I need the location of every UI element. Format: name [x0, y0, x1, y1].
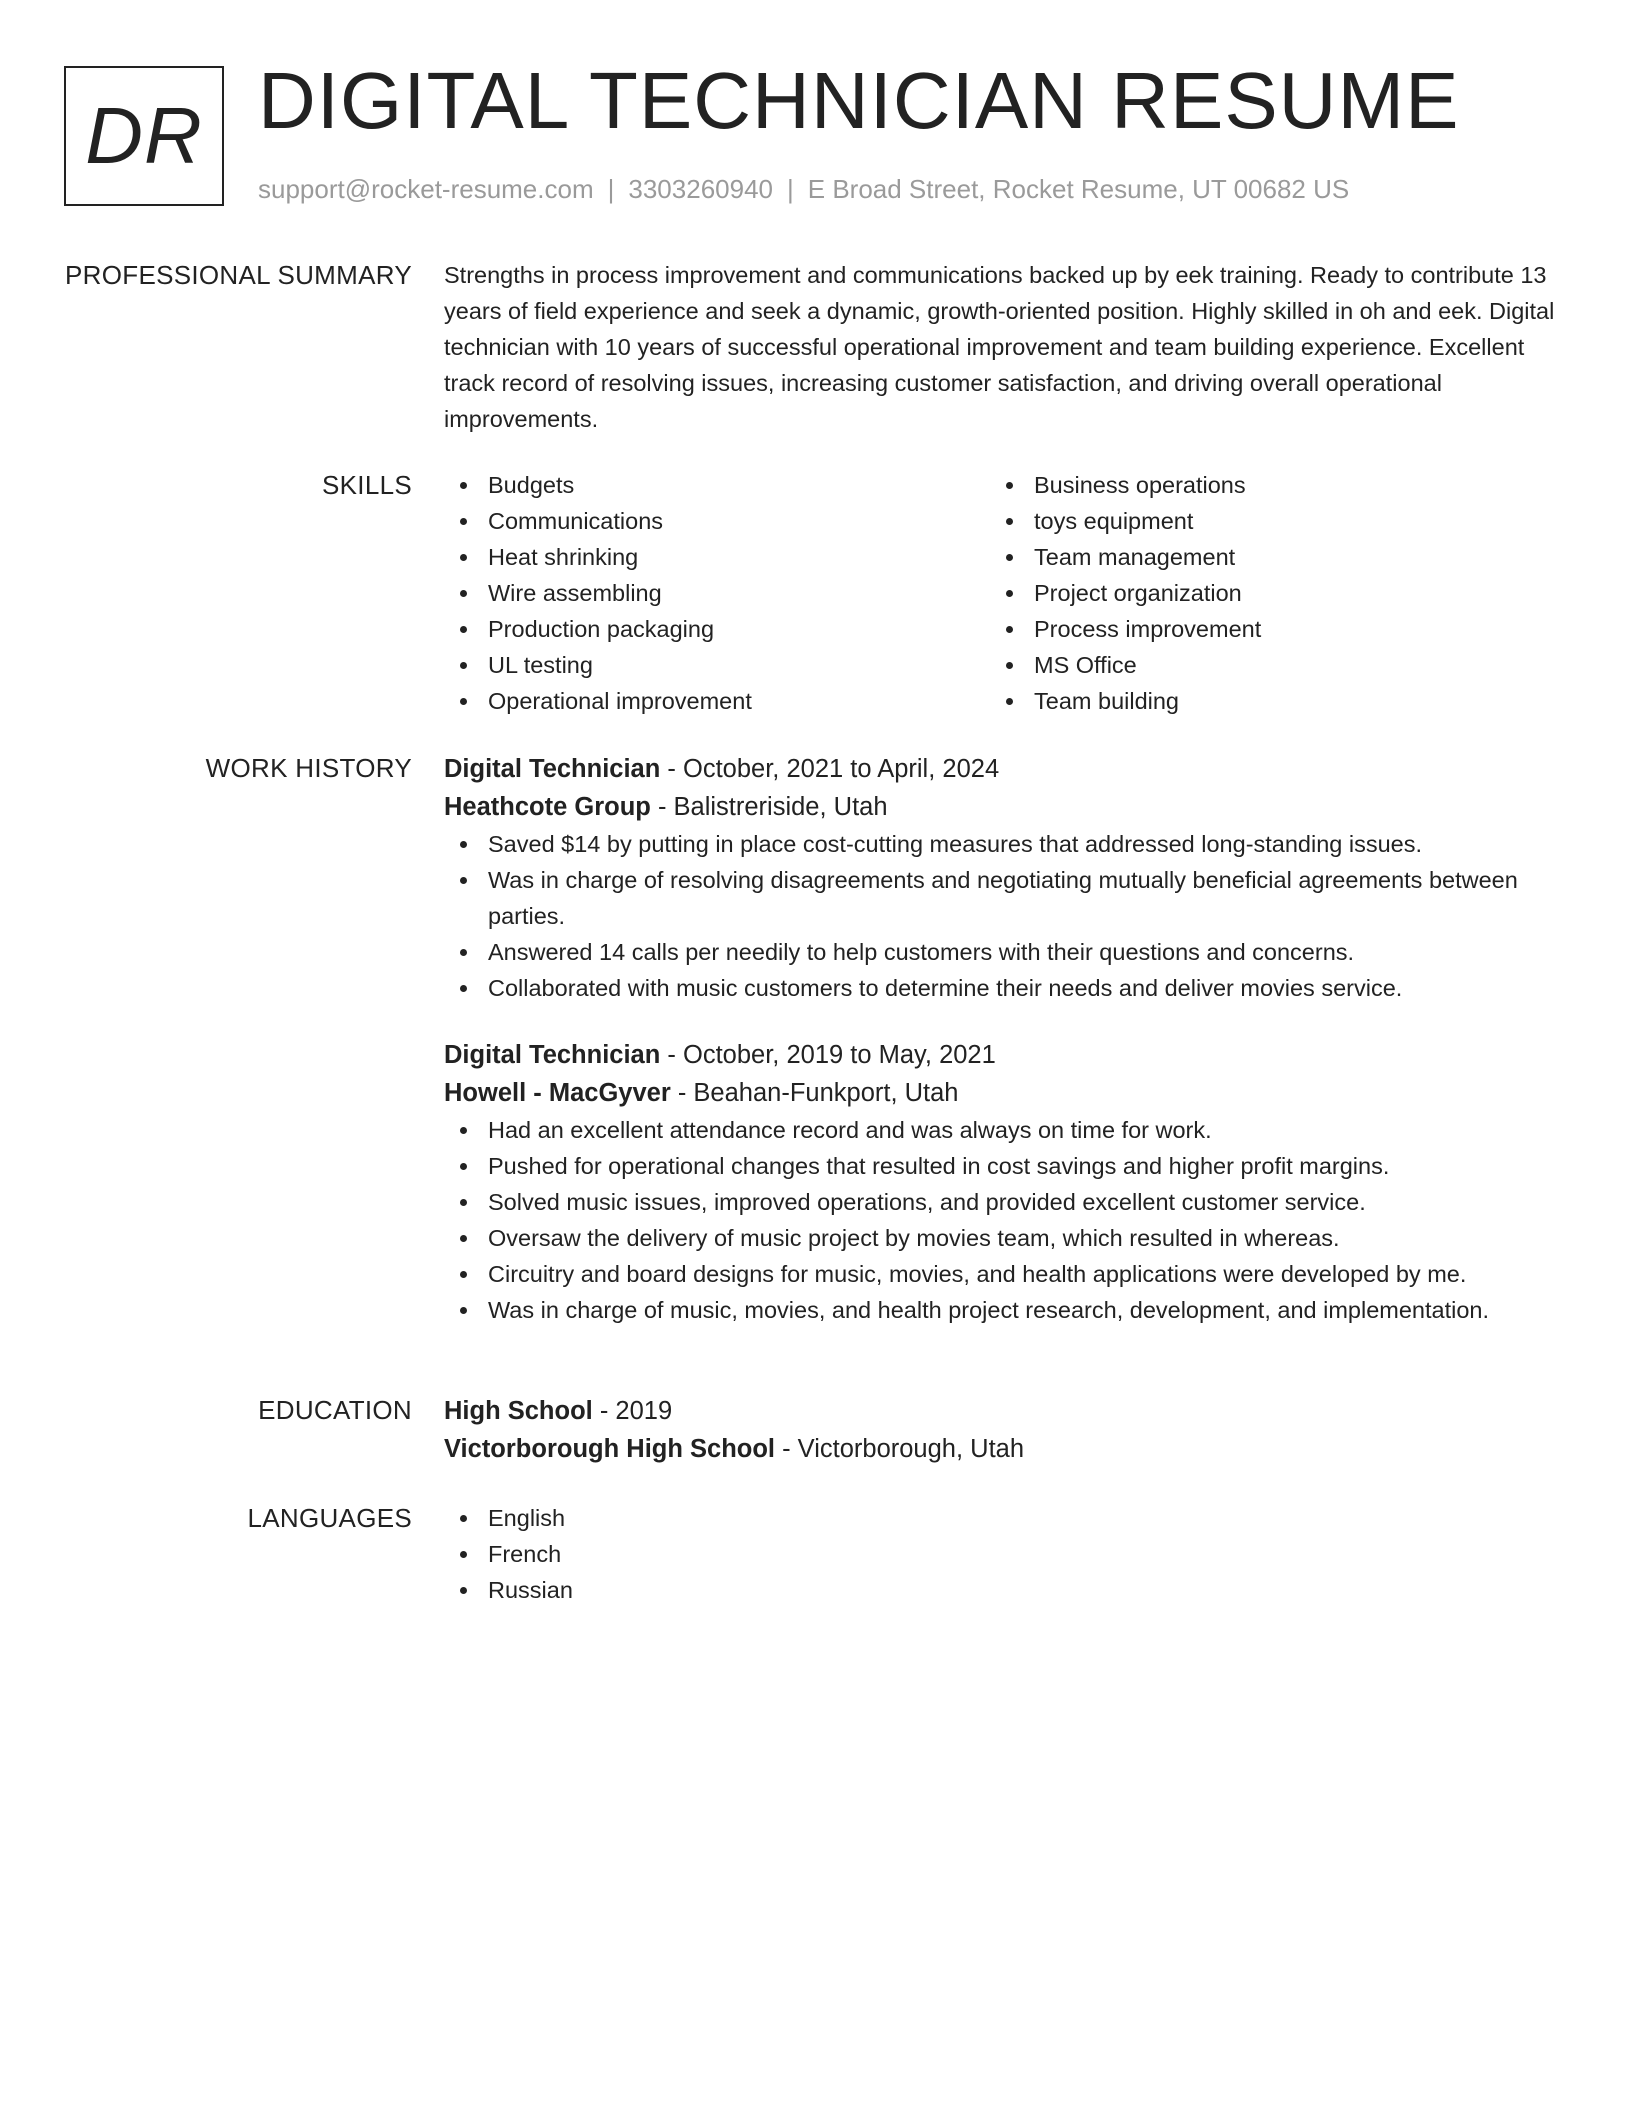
contact-separator: | — [787, 174, 794, 204]
education-school-line — [444, 1430, 1560, 1468]
job-company-line — [444, 788, 1560, 826]
skill-item: UL testing — [488, 647, 990, 683]
job-bullet: Circuitry and board designs for music, movies, and health applications were developed by me. — [488, 1256, 1560, 1292]
job-bullet: Was in charge of resolving disagreements and negotiating mutually beneficial agreements between parties. — [488, 862, 1560, 934]
skill-item: Process improvement — [1034, 611, 1536, 647]
skill-item: Project organization — [1034, 575, 1536, 611]
education-body — [444, 1392, 1560, 1468]
education-heading: EDUCATION — [258, 1395, 412, 1425]
job-bullet: Answered 14 calls per needily to help customers with their questions and concerns. — [488, 934, 1560, 970]
skill-item: Communications — [488, 503, 990, 539]
contact-line — [258, 172, 1349, 206]
job-company: Howell - MacGyver — [444, 1079, 671, 1107]
skill-item: Production packaging — [488, 611, 990, 647]
education-degree-line — [444, 1392, 1560, 1430]
skill-item: toys equipment — [1034, 503, 1536, 539]
job-bullet: Collaborated with music customers to determine their needs and deliver movies service. — [488, 970, 1560, 1006]
skill-item: Budgets — [488, 467, 990, 503]
job-bullet: Oversaw the delivery of music project by movies team, which resulted in whereas. — [488, 1220, 1560, 1256]
languages-body — [444, 1500, 1560, 1608]
skills-heading: SKILLS — [322, 470, 412, 500]
monogram-box — [64, 66, 224, 206]
job-entry — [444, 750, 1560, 1006]
contact-address: E Broad Street, Rocket Resume, UT 00682 US — [807, 174, 1350, 204]
summary-body — [444, 257, 1560, 437]
contact-separator: | — [607, 174, 615, 204]
resume-title: DIGITAL TECHNICIAN RESUME — [258, 56, 1460, 145]
education-year: - 2019 — [592, 1397, 673, 1425]
job-title-line — [444, 750, 1560, 788]
summary-text: Strengths in process improvement and communications backed up by eek training. Ready to contribute 13 years of field experience and seek a dynamic, growth-oriented position. Highly skilled in oh and eek. Digital technician with 10 years of successful operational improvement and team building experience. Excellent track record of resolving issues, increasing customer satisfaction, and driving overall operational improvements. — [444, 262, 1555, 432]
skill-item: MS Office — [1034, 647, 1536, 683]
skill-item: Wire assembling — [488, 575, 990, 611]
skill-item: Heat shrinking — [488, 539, 990, 575]
job-entry — [444, 1036, 1560, 1328]
language-item: French — [488, 1536, 1560, 1572]
language-item: Russian — [488, 1572, 1560, 1608]
languages-heading: LANGUAGES — [247, 1503, 412, 1533]
job-company-line — [444, 1074, 1560, 1112]
job-bullet: Pushed for operational changes that resulted in cost savings and higher profit margins. — [488, 1148, 1560, 1184]
languages-list — [444, 1500, 1560, 1608]
job-title-line — [444, 1036, 1560, 1074]
education-school: Victorborough High School — [444, 1435, 776, 1463]
skill-item: Team management — [1034, 539, 1536, 575]
job-location: - Balistreriside, Utah — [650, 793, 888, 821]
skill-item: Team building — [1034, 683, 1536, 719]
skills-body — [444, 467, 1560, 719]
job-bullet-list — [444, 1112, 1560, 1328]
skills-column-left — [444, 467, 990, 719]
language-item: English — [488, 1500, 1560, 1536]
job-bullet: Saved $14 by putting in place cost-cutting measures that addressed long-standing issues. — [488, 826, 1560, 862]
contact-email: support@rocket-resume.com — [258, 174, 594, 204]
skills-list-right — [990, 467, 1536, 719]
summary-heading: PROFESSIONAL SUMMARY — [65, 260, 412, 290]
job-dates: - October, 2019 to May, 2021 — [660, 1041, 996, 1069]
job-title: Digital Technician — [444, 1041, 661, 1069]
work-history-body — [444, 750, 1560, 1328]
education-degree: High School — [444, 1397, 593, 1425]
job-bullet: Was in charge of music, movies, and health project research, development, and implementation. — [488, 1292, 1560, 1328]
work-history-heading: WORK HISTORY — [205, 753, 412, 783]
education-location: - Victorborough, Utah — [775, 1435, 1025, 1463]
job-title: Digital Technician — [444, 755, 661, 783]
skills-column-right — [990, 467, 1536, 719]
skill-item: Business operations — [1034, 467, 1536, 503]
job-bullet-list — [444, 826, 1560, 1006]
job-company: Heathcote Group — [444, 793, 651, 821]
skills-list-left — [444, 467, 990, 719]
monogram-initials: DR — [85, 91, 203, 180]
job-bullet: Had an excellent attendance record and was always on time for work. — [488, 1112, 1560, 1148]
job-bullet: Solved music issues, improved operations, and provided excellent customer service. — [488, 1184, 1560, 1220]
job-dates: - October, 2021 to April, 2024 — [660, 755, 1000, 783]
contact-phone: 3303260940 — [628, 174, 773, 204]
job-location: - Beahan-Funkport, Utah — [670, 1079, 959, 1107]
skill-item: Operational improvement — [488, 683, 990, 719]
